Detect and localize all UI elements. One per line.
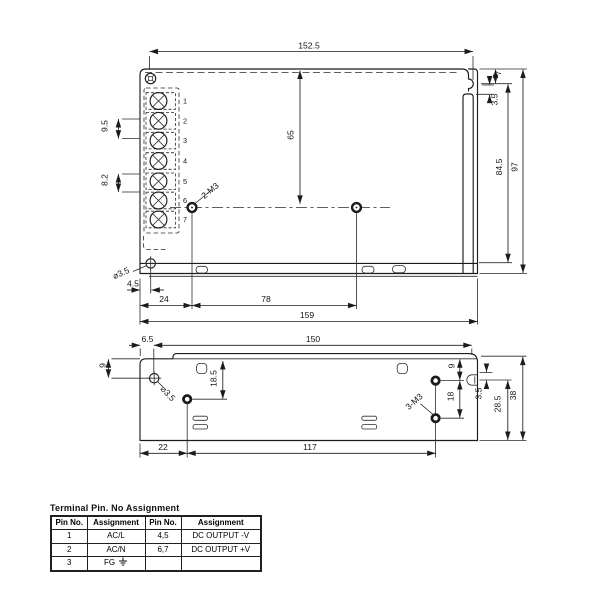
pin-number-7: 7 <box>183 215 188 225</box>
dim-side-hole-offset-x: 22 <box>158 442 168 452</box>
terminal-pin-table <box>50 515 262 572</box>
top-view <box>100 41 528 325</box>
cell-pin: 2 <box>51 543 87 556</box>
dim-cover-width: 150 <box>305 334 321 344</box>
pin-number-4: 4 <box>183 156 188 166</box>
header-assignment-1: Assignment <box>87 516 145 530</box>
side-view-dimensions <box>98 334 527 458</box>
cell-assignment <box>181 556 261 571</box>
cell-assignment: AC/L <box>87 530 145 543</box>
dim-holes-span-right: 18 <box>445 391 456 402</box>
terminal-block <box>144 88 187 233</box>
dim-top-width: 152.5 <box>298 40 320 51</box>
dim-side-overall-height: 38 <box>508 390 518 401</box>
terminal-pin-numbers <box>183 97 187 225</box>
dim-slot-from-top-side: 3.5 <box>473 387 484 400</box>
cell-pin: 4,5 <box>145 530 181 543</box>
flange-louver-slots <box>196 266 406 273</box>
dim-hole-from-top-left: 9 <box>97 363 108 368</box>
cell-assignment: DC OUTPUT +V <box>181 543 261 556</box>
pin-number-2: 2 <box>183 116 188 126</box>
dim-slot-from-top: 7 <box>493 70 503 76</box>
header-pin-no-1: Pin No. <box>51 516 87 530</box>
earth-ground-icon <box>118 557 128 570</box>
cell-pin: 1 <box>51 530 87 543</box>
dim-2-m3-label: 2-M3 <box>199 180 221 201</box>
dim-overall-height: 97 <box>509 162 520 172</box>
pin-number-6: 6 <box>183 196 188 206</box>
dim-corner-hole-dia: ⌀3.5 <box>111 264 131 282</box>
cell-assignment: AC/N <box>87 543 145 556</box>
dim-side-hole-from-edge: 6.5 <box>141 334 154 344</box>
dim-hole-depth: 18.5 <box>208 370 219 387</box>
dim-hole-from-top-right: 9 <box>446 363 457 369</box>
header-pin-no-2: Pin No. <box>145 516 181 530</box>
fg-label: FG <box>103 557 116 567</box>
cell-pin: 3 <box>51 556 87 571</box>
table-header-row <box>51 516 261 530</box>
dim-pin-pitch-a: 9.5 <box>99 120 110 132</box>
side-view <box>98 334 527 458</box>
vent-slot-right <box>397 363 407 373</box>
pin-number-5: 5 <box>183 176 188 186</box>
terminal-table-title: Terminal Pin. No Assignment <box>50 503 180 513</box>
top-view-outline <box>140 69 478 276</box>
header-assignment-2: Assignment <box>181 516 261 530</box>
dim-holes-span: 78 <box>261 293 271 304</box>
dim-3-m3-label: 3-M3 <box>403 391 425 412</box>
vent-slot-left <box>197 363 207 373</box>
terminal-pin-table-section <box>50 503 262 572</box>
table-row <box>51 556 261 571</box>
dim-center-from-top: 65 <box>285 130 296 140</box>
cell-pin: 6,7 <box>145 543 181 556</box>
side-corner-hole <box>147 371 177 403</box>
corner-screw <box>145 73 155 83</box>
dim-slot-inset: 3.5 <box>489 93 500 106</box>
dim-hole-offset-x: 24 <box>159 293 169 304</box>
edge-keyhole-slot <box>467 375 478 385</box>
cell-assignment: DC OUTPUT -V <box>181 530 261 543</box>
dim-pin-pitch-b: 8.2 <box>99 174 110 186</box>
table-row <box>51 530 261 543</box>
dim-hole-from-edge: 4.5 <box>127 278 139 289</box>
dim-inner-height: 84.5 <box>494 158 504 176</box>
pin-number-1: 1 <box>183 96 188 106</box>
cell-assignment <box>87 556 145 571</box>
pin-number-3: 3 <box>183 136 188 146</box>
dim-overall-width: 159 <box>299 310 315 320</box>
dim-slot-to-bottom: 28.5 <box>492 395 503 413</box>
cell-pin <box>145 556 181 571</box>
dim-side-corner-hole-dia: ⌀3.5 <box>158 383 178 404</box>
dim-side-holes-span: 117 <box>303 442 317 452</box>
table-row <box>51 543 261 556</box>
